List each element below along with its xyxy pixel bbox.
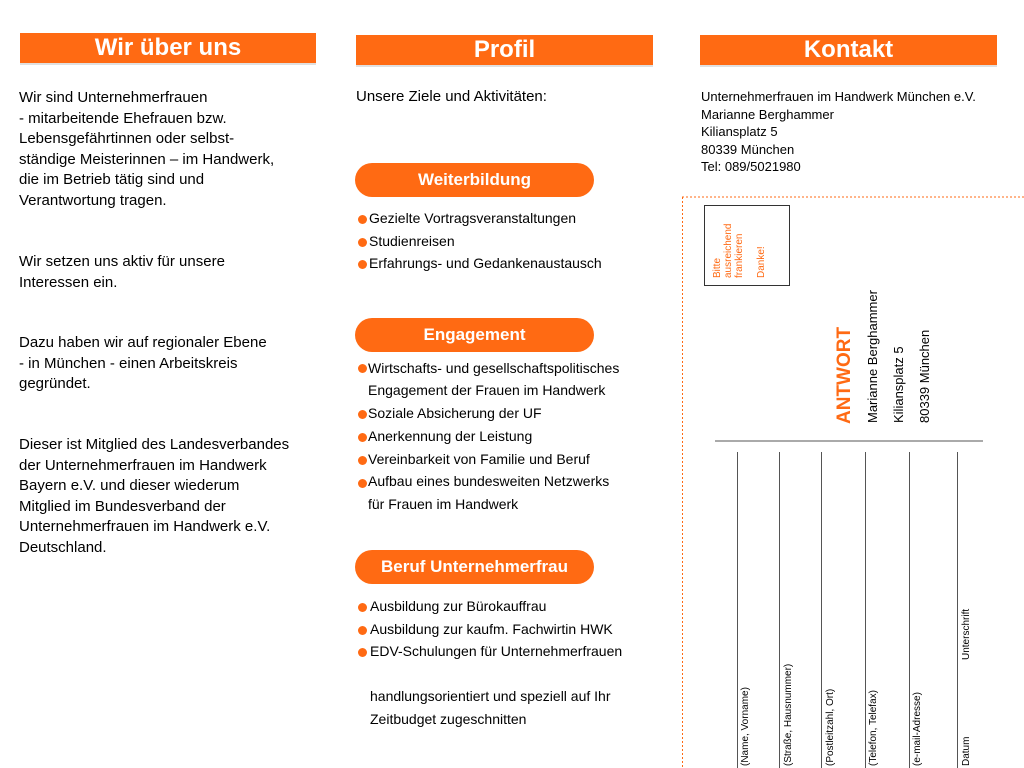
engagement-heading: Engagement [355,318,594,352]
field-label-phone: (Telefon, Telefax) [868,690,879,766]
list-item: Wirtschafts- und gesellschaftspolitisches [368,360,620,376]
field-line [779,452,780,768]
stamp-text: Bitte ausreichend frankieren Danke! [712,223,767,278]
list-item: Soziale Absicherung der UF [368,405,542,421]
contact-address: Unternehmerfrauen im Handwerk München e.V. Marianne Berghammer Kiliansplatz 5 80339 München Tel: 089/5021980 [701,89,976,174]
beruf-note-line: handlungsorientiert und speziell auf Ihr [370,688,611,704]
list-item: Engagement der Frauen im Handwerk [368,382,606,398]
recipient-street: Kiliansplatz 5 [891,346,906,423]
antwort-label: ANTWORT [834,326,855,424]
field-line [821,452,822,768]
beruf-heading: Beruf Unternehmerfrau [355,550,594,584]
header-profil: Profil [356,35,653,67]
list-item: Vereinbarkeit von Familie und Beruf [368,451,590,467]
list-item: Studienreisen [369,233,455,249]
recipient-city: 80339 München [917,329,932,423]
list-item: Erfahrungs- und Gedankenaustausch [369,255,602,271]
field-label-email: (e-mail-Adresse) [912,692,923,766]
weiterbildung-heading: Weiterbildung [355,163,594,197]
header-kontakt: Kontakt [700,35,997,67]
about-paragraph-3: Dazu haben wir auf regionaler Ebene - in München - einen Arbeitskreis gegründet. [19,334,267,392]
list-item: Aufbau eines bundesweiten Netzwerks [368,473,610,489]
field-label-date: Datum [961,736,972,766]
list-item: Ausbildung zur Bürokauffrau [370,598,547,614]
field-line [957,452,958,768]
field-line [737,452,738,768]
list-item: Gezielte Vortragsveranstaltungen [369,210,577,226]
about-paragraph-1: Wir sind Unternehmerfrauen - mitarbeitende Ehefrauen bzw. Lebensgefährtinnen oder selbst- ständige Meisterinnen – im Handwerk, die im Betrieb tätig sind und Verantwortung tragen. [19,89,275,209]
recipient-name: Marianne Berghammer [865,290,880,423]
about-paragraph-4: Dieser ist Mitglied des Landesverbandes der Unternehmerfrauen im Handwerk Bayern e.V. und dieser wiederum Mitglied im Bundesverband der Unternehmerfrauen im Handwerk e.V. Deutschland. [19,436,290,556]
beruf-note-line: Zeitbudget zugeschnitten [370,711,527,727]
field-line [909,452,910,768]
list-item: für Frauen im Handwerk [368,496,519,512]
field-label-signature: Unterschrift [961,608,972,660]
field-line [865,452,866,768]
field-label-name: (Name, Vorname) [740,687,751,766]
list-item: Anerkennung der Leistung [368,428,533,444]
field-label-street: (Straße, Hausnummer) [783,663,794,766]
about-paragraph-2: Wir setzen uns aktiv für unsere Interessen ein. [19,253,225,291]
profil-intro: Unsere Ziele und Aktivitäten: [356,88,547,105]
list-item: EDV-Schulungen für Unternehmerfrauen [370,643,623,659]
field-label-city: (Postleitzahl, Ort) [825,688,836,766]
list-item: Ausbildung zur kaufm. Fachwirtin HWK [370,621,613,637]
header-wir-ueber-uns: Wir über uns [20,33,316,65]
